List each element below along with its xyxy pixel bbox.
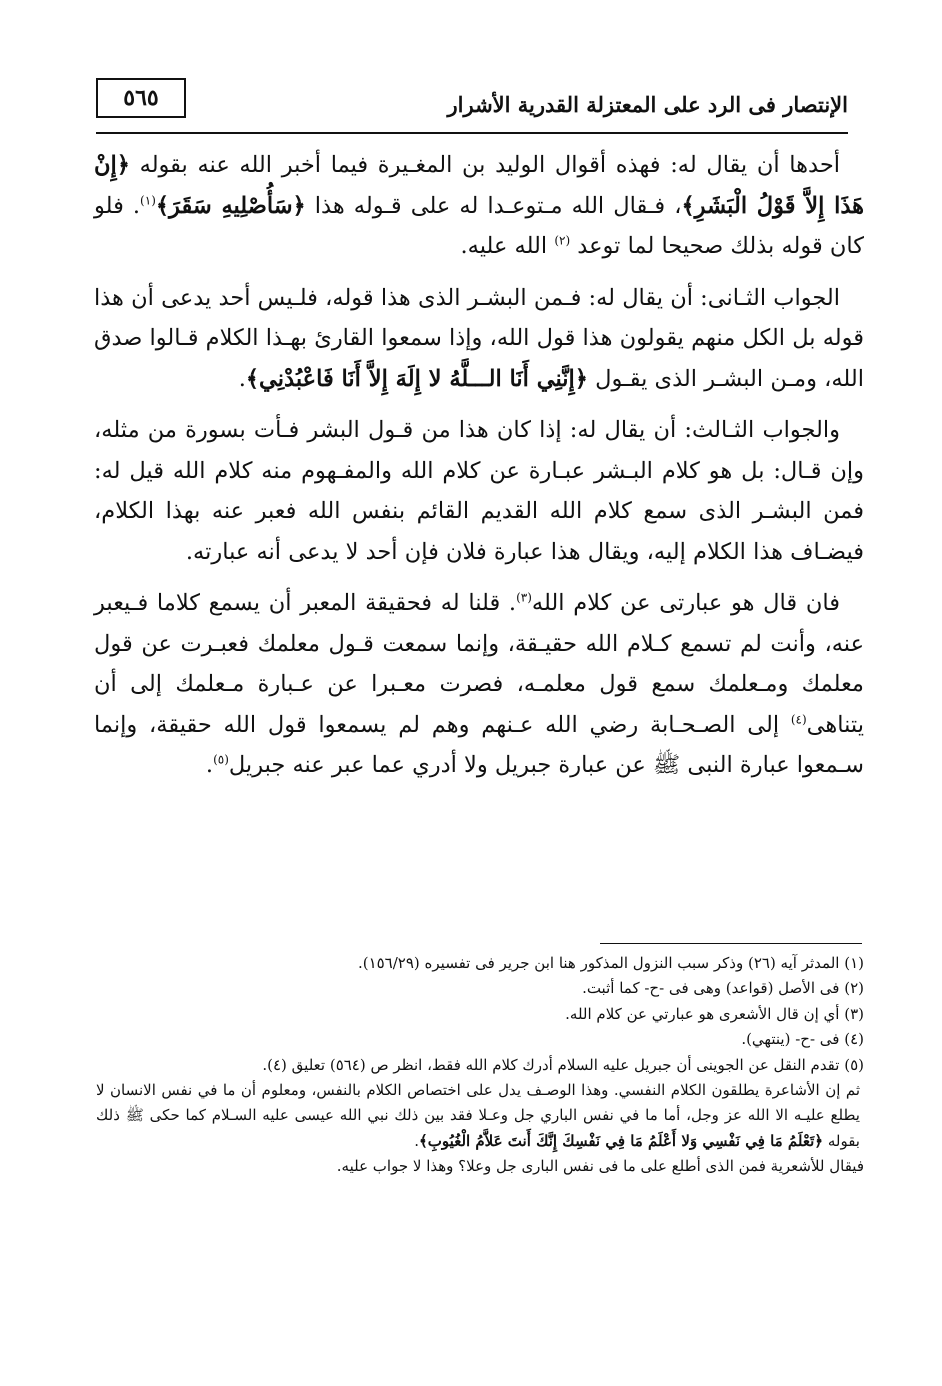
quran-quote: ﴿إِنْ هَذَا إِلاَّ قَوْلُ الْبَشَرِ﴾ bbox=[94, 152, 865, 219]
footnote-ref: (١) bbox=[140, 193, 156, 207]
quran-quote: ﴿إِنَّنِي أَنَا الـــلَّهُ لا إِلَهَ إِلاَّ أَنَا فَاعْبُدْنِي﴾ bbox=[245, 365, 588, 392]
paragraph-3: والجواب الثـالث: أن يقال له: إذا كان هذا من قـول البشر فـأت بسورة من مثله، وإن قـال: بل هو كلام البـشر عبـارة عن كلام الله والمفـهوم منه كلام الله قيل له: فمن البشـر الذى سمع كلام الله القديم القائم بنفس الله فعبر عنه بهذا الكلام، فيضـاف هذا الكلام إليه، ويقال هذا عبارة فلان فإن أحد لا يدعى أنه عبارته. bbox=[94, 417, 864, 565]
text-run: إلى الصـحـابة رضي الله عـنهم وهم لم يسمعوا قول الله حقيقة، وإنما سـمعوا عبارة النبى ﷺ عن عبارة جبريل ولا أدري عما عبر عنه جبريل bbox=[94, 711, 864, 778]
quran-quote: ﴿سَأُصْلِيهِ سَقَرَ﴾ bbox=[155, 192, 306, 219]
footnote-ref: (٤) bbox=[790, 712, 807, 726]
footnote-ref: (٣) bbox=[516, 590, 532, 605]
paragraph-4 bbox=[94, 583, 864, 786]
text-run: فان قال هو عبارتى عن كلام الله bbox=[531, 590, 840, 616]
page-number: ٥٦٥ bbox=[96, 78, 186, 118]
header-rule bbox=[96, 132, 848, 134]
text-run: ثم إن الأشاعرة يطلقون الكلام النفسي. وهذا الوصـف يدل على اختصاص الكلام بالنفس، ومعلوم أن ما في نفس الانسان لا يطلع عليـه الا الله عز وجل، أما ما في نفس الباري جل وعـلا فقد بين ذلك نبي الله عيسى عليه السـلام كما حكى ﷺ ذلك بقوله bbox=[96, 1081, 860, 1150]
paragraph-2 bbox=[94, 278, 864, 400]
text-run: . قلنا له فحقيقة المعبر أن يسمع كلاما فـيعبر عنه، وأنت لم تسمع كـلام الله حقيـقة، وإنما سمعت قـول معلمك فعبـرت عن قول معلمك ومـعلمك سمع قول معلمـه، فصرت معـبرا عن عـبارة مـعلمك إلى أن يتناهى bbox=[94, 590, 864, 738]
text-run: الجواب الثـانى: أن يقال له: فـمن البشـر الذى هذا قوله، فلـيس أحد يدعى أن هذا قوله بل الكل منهم يقولون هذا قول الله، وإذا سمعوا القارئ بهـذا الكلام قـالوا صدق الله، ومـن البشـر الذى يقـول bbox=[94, 284, 864, 392]
footnote-4: (٤) فى -ح- (ينتهي). bbox=[741, 1030, 864, 1049]
text-run: . فلو كان قوله بذلك صحيحا لما توعد bbox=[94, 192, 864, 259]
footnote-1: (١) المدثر آيه (٢٦) وذكر سبب النزول المذكور هنا ابن جرير فى تفسيره (١٥٦/٢٩). bbox=[357, 954, 864, 972]
paragraph-1 bbox=[94, 145, 864, 267]
quran-quote: ﴿تَعْلَمُ مَا فِي نَفْسِي وَلا أَعْلَمُ مَا فِي نَفْسِكَ إِنَّكَ أَنتَ عَلاَّمُ الْغُيُوبِ﴾ bbox=[419, 1131, 824, 1150]
text-run: . bbox=[414, 1131, 420, 1150]
footnotes bbox=[96, 951, 864, 1180]
main-text bbox=[94, 145, 864, 797]
footnote-ref: (٢) bbox=[554, 233, 571, 248]
text-run: . bbox=[205, 752, 214, 778]
running-title: الإنتصار فى الرد على المعتزلة القدرية الأشرار bbox=[447, 92, 848, 117]
footnote-5: (٥) تقدم النقل عن الجوينى أن جبريل عليه السلام أدرك كلام الله فقط، انظر ص (٥٦٤) تعليق (٤). bbox=[262, 1055, 864, 1074]
footnote-5-last-line: فيقال للأشعرية فمن الذى أطلع على ما فى نفس البارى جل وعلا؟ وهذا لا جواب عليه. bbox=[336, 1157, 864, 1176]
footnote-separator bbox=[600, 943, 862, 944]
text-run: ، فـقال الله مـتوعـدا له على قـوله هذا bbox=[305, 192, 682, 219]
footnote-2: (٢) فى الأصل (قواعد) وهى فى -ح- كما أثبت. bbox=[582, 979, 864, 998]
text-run: . bbox=[238, 365, 246, 392]
text-run: أحدها أن يقال له: فهذه أقوال الوليد بن المغـيرة فيما أخبر الله عنه بقوله bbox=[129, 152, 840, 178]
page-header bbox=[96, 78, 848, 130]
footnote-5-continuation bbox=[96, 1078, 864, 1154]
footnote-ref: (٥) bbox=[213, 752, 229, 767]
text-run: الله عليه. bbox=[460, 233, 555, 259]
footnote-3: (٣) أي إن قال الأشعرى هو عبارتي عن كلام الله. bbox=[565, 1004, 864, 1023]
